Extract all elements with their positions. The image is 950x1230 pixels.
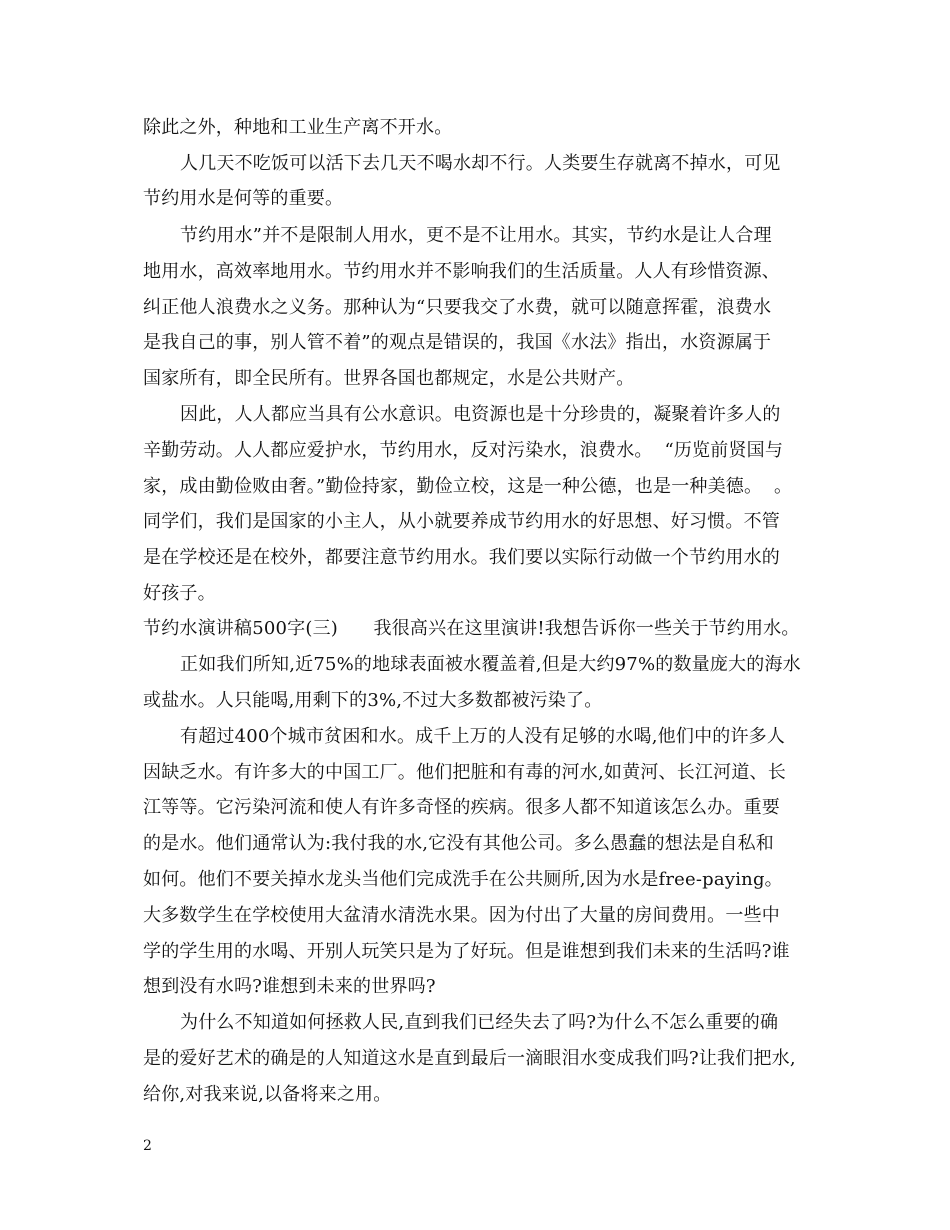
text-line: 正如我们所知,近75%的地球表面被水覆盖着,但是大约97%的数量庞大的海水: [180, 654, 801, 675]
text-line: 因此，人人都应当具有公水意识。电资源也是十分珍贵的，凝聚着许多人的: [180, 404, 781, 425]
text-line: 学的学生用的水喝、开别人玩笑只是为了好玩。但是谁想到我们未来的生活吗?谁: [143, 941, 790, 962]
text-line: 辛勤劳动。人人都应爱护水，节约用水，反对污染水，浪费水。 “历览前贤国与: [143, 440, 784, 461]
text-line: 江等等。它污染河流和使人有许多奇怪的疾病。很多人都不知道该怎么办。重要: [143, 797, 780, 818]
text-line: 或盐水。人只能喝,用剩下的3%,不过大多数都被污染了。: [143, 690, 603, 711]
text-line: 好孩子。: [143, 583, 216, 604]
text-line: 国家所有，即全民所有。世界各国也都规定，水是公共财产。: [143, 368, 635, 389]
text-line: 为什么不知道如何拯救人民,直到我们已经失去了吗?为什么不怎么重要的确: [180, 1012, 779, 1033]
text-line: 家，成由勤俭败由奢。”勤俭持家，勤俭立校，这是一种公德，也是一种美德。 。: [143, 476, 793, 497]
text-line: 想到没有水吗?谁想到未来的世界吗?: [143, 976, 436, 997]
text-line: 的是水。他们通常认为:我付我的水,它没有其他公司。多么愚蠢的想法是自私和: [143, 833, 774, 854]
text-line: 如何。他们不要关掉水龙头当他们完成洗手在公共厕所,因为水是free-paying。: [143, 869, 783, 890]
text-line: 是的爱好艺术的确是的人知道这水是直到最后一滴眼泪水变成我们吗?让我们把水,: [143, 1048, 796, 1069]
text-line: 除此之外，种地和工业生产离不开水。: [143, 117, 453, 138]
text-line: 同学们，我们是国家的小主人，从小就要养成节约用水的好思想、好习惯。不管: [143, 511, 780, 532]
text-line: 节约用水”并不是限制人用水，更不是不让用水。其实，节约水是让人合理: [180, 225, 772, 246]
text-line: 给你,对我来说,以备将来之用。: [143, 1084, 392, 1105]
text-line: 地用水，高效率地用水。节约用水并不影响我们的生活质量。人人有珍惜资源、: [143, 261, 780, 282]
text-line: 纠正他人浪费水之义务。那种认为“只要我交了水费，就可以随意挥霍，浪费水: [143, 297, 772, 318]
page-number: 2: [143, 1138, 152, 1154]
text-line: 是我自己的事，别人管不着”的观点是错误的，我国《水法》指出，水资源属于: [143, 332, 772, 353]
text-line: 大多数学生在学校使用大盆清水清洗水果。因为付出了大量的房间费用。一些中: [143, 905, 780, 926]
text-line: 节约用水是何等的重要。: [143, 188, 344, 209]
text-line: 是在学校还是在校外，都要注意节约用水。我们要以实际行动做一个节约用水的: [143, 547, 780, 568]
text-line: 有超过400个城市贫困和水。成千上万的人没有足够的水喝,他们中的许多人: [180, 726, 786, 747]
section-heading-line: 节约水演讲稿500字(三) 我很高兴在这里演讲!我想告诉你一些关于节约用水。: [143, 618, 800, 639]
text-line: 人几天不吃饭可以活下去几天不喝水却不行。人类要生存就离不掉水，可见: [180, 153, 781, 174]
text-line: 因缺乏水。有许多大的中国工厂。他们把脏和有毒的河水,如黄河、长江河道、长: [143, 762, 786, 783]
